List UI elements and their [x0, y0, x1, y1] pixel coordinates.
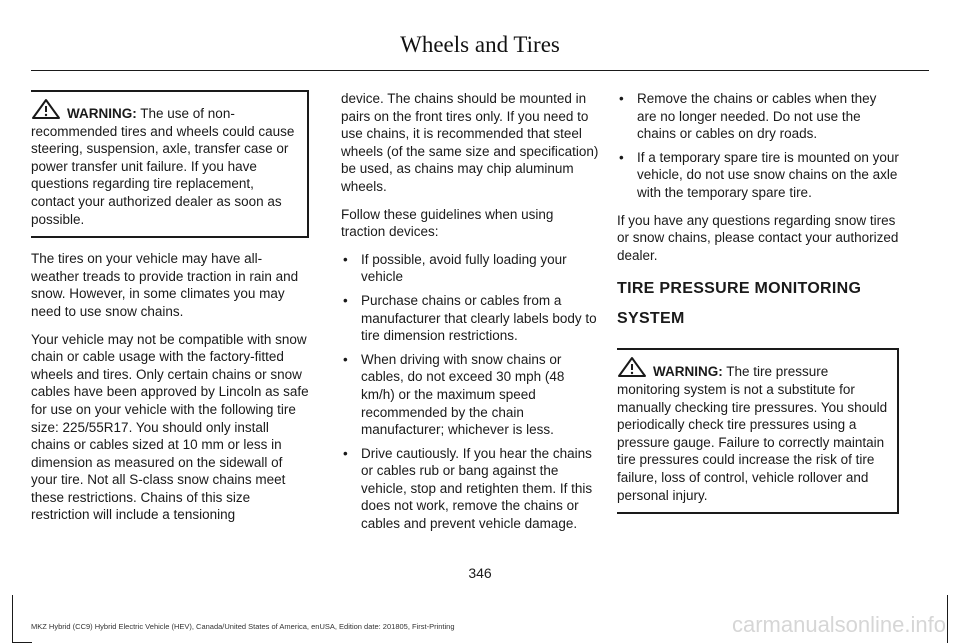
paragraph-all-weather: The tires on your vehicle may have all-weather treads to provide traction in rain and snow. However, in some climates you may need to use snow chains. [31, 251, 299, 319]
page-title: Wheels and Tires [400, 32, 560, 57]
guideline-list [341, 251, 601, 533]
paragraph-chain-device: device. The chains should be mounted in pairs on the front tires only. If you need to use chains, it is recommended that steel wheels (of the same size and specification) be used, as chains may chip aluminum wheels. [341, 91, 599, 194]
footer-text: MKZ Hybrid (CC9) Hybrid Electric Vehicle (HEV), Canada/United States of America, enUSA, Edition date: 201805, First-Printing [31, 622, 455, 631]
list-item: • Purchase chains or cables from a manufacturer that clearly labels body to tire dimension restrictions. [341, 292, 601, 345]
column-1 [31, 90, 309, 534]
warning-text: The tire pressure monitoring system is not a substitute for manually checking tire pressures. You should periodically check tire pressures using a pressure gauge. Failure to correctly maintain tire pressures could increase the risk of tire failure, loss of control, vehicle rollover and personal injury. [617, 364, 888, 503]
chain-list [617, 90, 899, 202]
warning-box-tires [31, 90, 309, 238]
page-number: 346 [468, 565, 492, 581]
list-item: • Remove the chains or cables when they are no longer needed. Do not use the chains or cables on dry roads. [617, 90, 899, 143]
warning-text: The use of non-recommended tires and wheels could cause steering, suspension, axle, transfer case or power transfer unit failure. If you have questions regarding tire replacement, contact your authorized dealer as soon as possible. [31, 106, 295, 227]
list-item: • If a temporary spare tire is mounted on your vehicle, do not use snow chains on the axle with the temporary spare tire. [617, 149, 899, 202]
column-2 [341, 90, 601, 543]
warning-box-tpms [617, 348, 899, 514]
paragraph-compatibility: Your vehicle may not be compatible with snow chain or cable usage with the factory-fitted wheels and tires. Only certain chains or snow cables have been approved by Lincoln as safe for use on your vehicle with the following tire size: 225/55R17. You should only install chains or cables sized at 10 mm or less in dimension as measured on the sidewall of your tire. Not all S-class snow chains meet these restrictions. Chains of this size restriction will include a tensioning [31, 331, 309, 523]
list-item: • If possible, avoid fully loading your vehicle [341, 251, 601, 286]
warning-triangle-icon [31, 98, 61, 120]
warning-label: WARNING: [653, 364, 723, 380]
warning-triangle-icon [617, 356, 647, 378]
list-item: • When driving with snow chains or cables, do not exceed 30 mph (48 km/h) or the maximum speed recommended by the chain manufacturer; whichever is less. [341, 351, 601, 439]
watermark: carmanualsonline.info [731, 612, 946, 637]
list-item: • Drive cautiously. If you hear the chains or cables rub or bang against the vehicle, stop and retighten them. If this does not work, remove the chains or cables and prevent vehicle damage. [341, 445, 601, 533]
header-rule [31, 70, 929, 71]
column-3 [617, 90, 899, 526]
warning-label: WARNING: [67, 106, 137, 121]
paragraph-guidelines: Follow these guidelines when using traction devices: [341, 206, 554, 240]
section-heading: TIRE PRESSURE MONITORING SYSTEM [617, 280, 862, 328]
paragraph-contact-dealer: If you have any questions regarding snow tires or snow chains, please contact your authorized dealer. [617, 212, 899, 263]
crop-mark [947, 595, 948, 643]
crop-mark [12, 595, 13, 643]
